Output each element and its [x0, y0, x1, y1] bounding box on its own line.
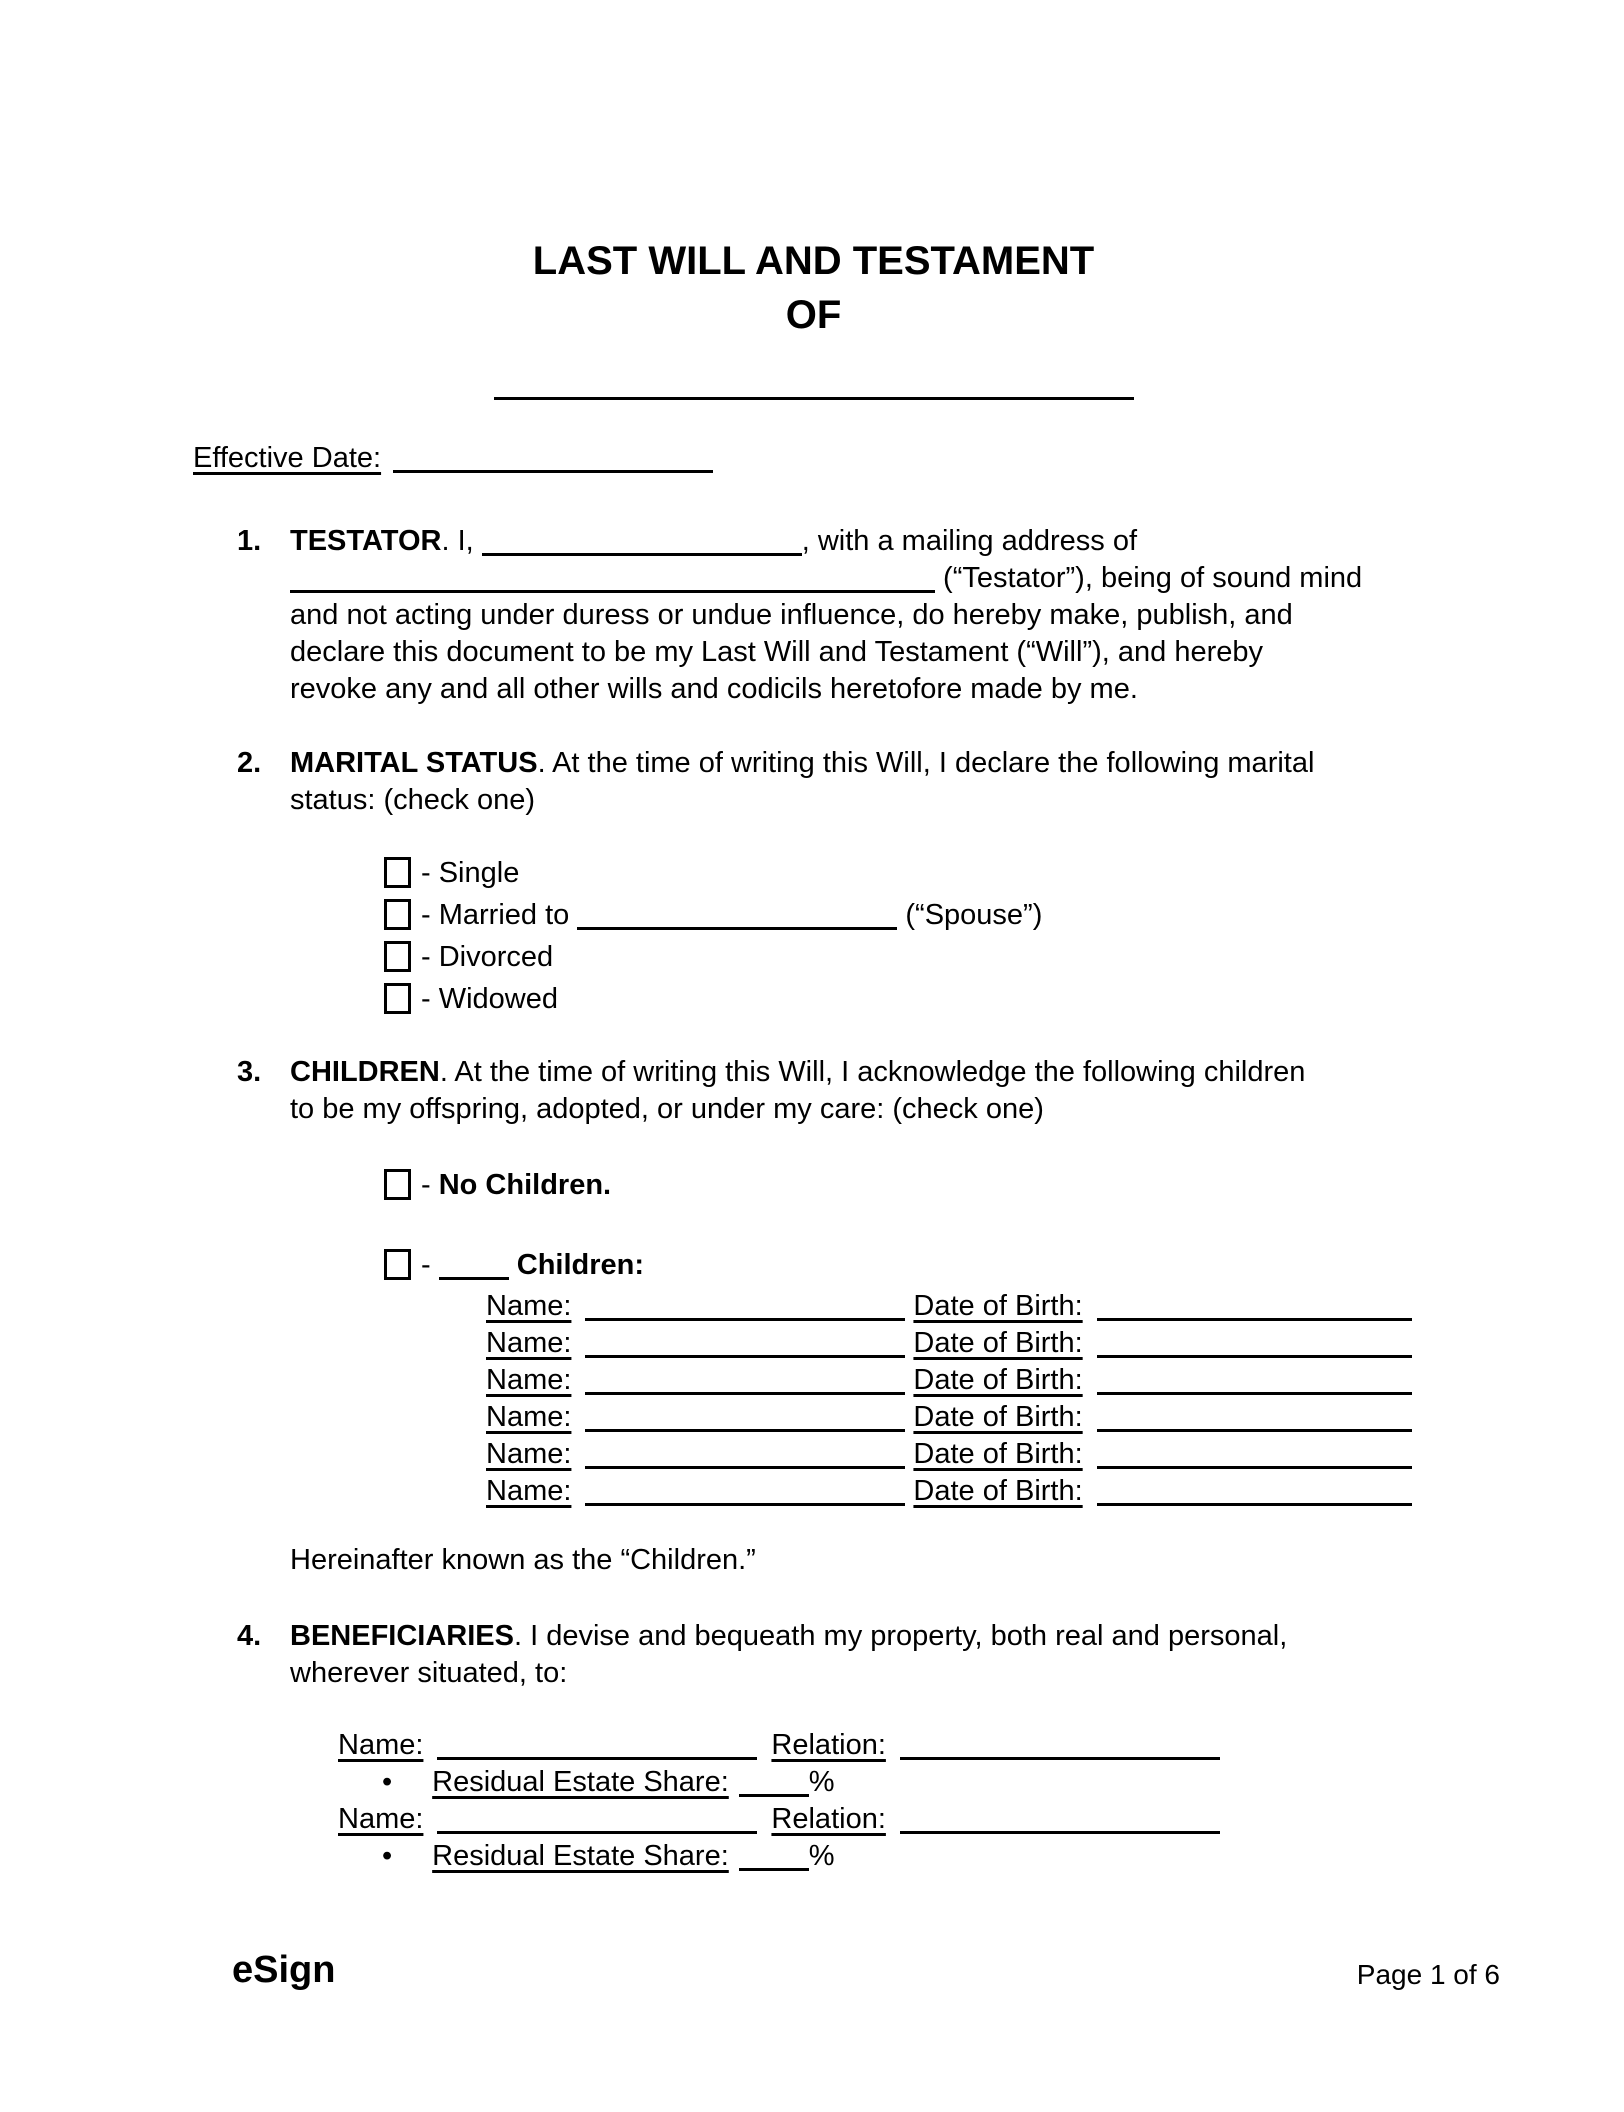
children-line-2: to be my offspring, adopted, or under my care: (check one) — [290, 1093, 1044, 1125]
marital-line-1 — [290, 745, 1314, 782]
child-4-dob-blank[interactable] — [1097, 1406, 1412, 1432]
beneficiaries-heading: BENEFICIARIES — [290, 1620, 514, 1652]
marital-text-1: . At the time of writing this Will, I declare the following marital — [537, 747, 1315, 779]
child-6-dob-blank[interactable] — [1097, 1480, 1412, 1506]
beneficiary-row-2 — [338, 1801, 1434, 1838]
child-name-label: Name: — [486, 1438, 572, 1470]
child-row-4 — [486, 1399, 1434, 1436]
label-divorced: - Divorced — [421, 941, 554, 973]
child-dob-label: Date of Birth: — [913, 1438, 1083, 1470]
percent-sign: % — [808, 1840, 835, 1872]
title-line1: LAST WILL AND TESTAMENT — [532, 239, 1095, 283]
no-children-dash: - — [421, 1169, 439, 1201]
checkbox-no-children[interactable] — [384, 1169, 411, 1200]
beneficiary-relation-label: Relation: — [771, 1729, 886, 1761]
children-heading: CHILDREN — [290, 1056, 440, 1088]
effective-date-blank[interactable] — [393, 447, 713, 473]
checkbox-has-children[interactable] — [384, 1249, 411, 1280]
option-single — [384, 852, 1434, 894]
option-divorced — [384, 936, 1434, 978]
option-widowed — [384, 978, 1434, 1020]
option-married — [384, 894, 1434, 936]
spouse-name-blank[interactable] — [577, 904, 897, 930]
option-has-children — [384, 1244, 1434, 1286]
beneficiaries-line-2: wherever situated, to: — [290, 1657, 568, 1689]
children-list — [486, 1288, 1434, 1510]
child-3-dob-blank[interactable] — [1097, 1369, 1412, 1395]
beneficiary-name-label: Name: — [338, 1729, 424, 1761]
checkbox-divorced[interactable] — [384, 941, 411, 972]
page-number: Page 1 of 6 — [1356, 1959, 1500, 1990]
child-row-3 — [486, 1362, 1434, 1399]
child-name-label: Name: — [486, 1475, 572, 1507]
child-dob-label: Date of Birth: — [913, 1401, 1083, 1433]
child-3-name-blank[interactable] — [585, 1369, 905, 1395]
child-5-name-blank[interactable] — [585, 1443, 905, 1469]
label-widowed: - Widowed — [421, 983, 558, 1015]
testator-text-2: , with a mailing address of — [801, 525, 1138, 557]
beneficiaries-text-1: . I devise and bequeath my property, both real and personal, — [513, 1620, 1288, 1652]
children-text-1: . At the time of writing this Will, I acknowledge the following children — [439, 1056, 1306, 1088]
child-dob-label: Date of Birth: — [913, 1364, 1083, 1396]
testator-line-5: revoke any and all other wills and codicils heretofore made by me. — [290, 673, 1138, 705]
testator-line-1 — [290, 523, 1362, 560]
testator-address-blank[interactable] — [290, 567, 935, 593]
beneficiary-name-label: Name: — [338, 1803, 424, 1835]
section-testator — [193, 523, 1434, 708]
residual-share-label: Residual Estate Share: — [432, 1840, 729, 1872]
child-dob-label: Date of Birth: — [913, 1475, 1083, 1507]
child-5-dob-blank[interactable] — [1097, 1443, 1412, 1469]
children-count-dash: - — [421, 1249, 439, 1281]
beneficiary-row-1 — [338, 1727, 1434, 1764]
child-1-dob-blank[interactable] — [1097, 1295, 1412, 1321]
checkbox-married[interactable] — [384, 899, 411, 930]
checkbox-widowed[interactable] — [384, 983, 411, 1014]
testator-name-blank[interactable] — [482, 530, 802, 556]
marital-status-options — [384, 852, 1434, 1020]
beneficiary-1-name-blank[interactable] — [437, 1734, 757, 1760]
testator-line-4: declare this document to be my Last Will and Testament (“Will”), and hereby — [290, 636, 1263, 668]
child-name-label: Name: — [486, 1364, 572, 1396]
testator-line-2 — [290, 560, 1362, 597]
label-spouse: (“Spouse”) — [897, 899, 1043, 931]
beneficiary-1-relation-blank[interactable] — [900, 1734, 1220, 1760]
marital-line-2: status: (check one) — [290, 784, 535, 816]
beneficiaries-list — [193, 1727, 1434, 1875]
beneficiary-1-share-row — [382, 1764, 1434, 1801]
no-children-label: No Children. — [438, 1169, 612, 1201]
testator-heading: TESTATOR — [290, 525, 442, 557]
option-no-children — [384, 1164, 1434, 1206]
child-row-2 — [486, 1325, 1434, 1362]
testator-line-3: and not acting under duress or undue influence, do hereby make, publish, and — [290, 599, 1293, 631]
beneficiary-relation-label: Relation: — [771, 1803, 886, 1835]
child-2-name-blank[interactable] — [585, 1332, 905, 1358]
testator-text-3: (“Testator”), being of sound mind — [935, 562, 1363, 594]
bullet-icon: • — [382, 1766, 393, 1798]
beneficiary-2-share-blank[interactable] — [739, 1845, 809, 1871]
section-marital-status — [193, 745, 1434, 819]
child-6-name-blank[interactable] — [585, 1480, 905, 1506]
beneficiary-1-share-blank[interactable] — [739, 1771, 809, 1797]
children-count-label: Children: — [508, 1249, 645, 1281]
child-name-label: Name: — [486, 1290, 572, 1322]
beneficiary-2-relation-blank[interactable] — [900, 1808, 1220, 1834]
testator-name-title-blank[interactable] — [494, 382, 1134, 400]
child-4-name-blank[interactable] — [585, 1406, 905, 1432]
child-dob-label: Date of Birth: — [913, 1327, 1083, 1359]
children-hereinafter-note: Hereinafter known as the “Children.” — [290, 1544, 756, 1576]
section-2-number: 2. — [237, 747, 262, 779]
section-children — [193, 1054, 1434, 1128]
beneficiary-2-name-blank[interactable] — [437, 1808, 757, 1834]
bullet-icon: • — [382, 1840, 393, 1872]
child-row-6 — [486, 1473, 1434, 1510]
child-name-label: Name: — [486, 1327, 572, 1359]
section-3-number: 3. — [237, 1056, 262, 1088]
label-single: - Single — [421, 857, 520, 889]
testator-text-1: . I, — [441, 525, 482, 557]
section-beneficiaries — [193, 1618, 1434, 1692]
child-name-label: Name: — [486, 1401, 572, 1433]
child-row-5 — [486, 1436, 1434, 1473]
child-2-dob-blank[interactable] — [1097, 1332, 1412, 1358]
child-row-1 — [486, 1288, 1434, 1325]
child-1-name-blank[interactable] — [585, 1295, 905, 1321]
children-line-1 — [290, 1054, 1305, 1091]
effective-date-row — [193, 440, 1434, 477]
document-title — [193, 0, 1434, 342]
children-count-blank[interactable] — [439, 1254, 509, 1280]
marital-heading: MARITAL STATUS — [290, 747, 538, 779]
section-4-number: 4. — [237, 1620, 262, 1652]
esign-logo: eSign — [232, 1949, 336, 1991]
beneficiaries-line-1 — [290, 1618, 1287, 1655]
effective-date-label: Effective Date: — [193, 442, 382, 474]
section-1-number: 1. — [237, 525, 262, 557]
child-dob-label: Date of Birth: — [913, 1290, 1083, 1322]
label-married: - Married to — [421, 899, 578, 931]
title-line2: OF — [785, 293, 842, 337]
checkbox-single[interactable] — [384, 857, 411, 888]
percent-sign: % — [808, 1766, 835, 1798]
residual-share-label: Residual Estate Share: — [432, 1766, 729, 1798]
beneficiary-2-share-row — [382, 1838, 1434, 1875]
